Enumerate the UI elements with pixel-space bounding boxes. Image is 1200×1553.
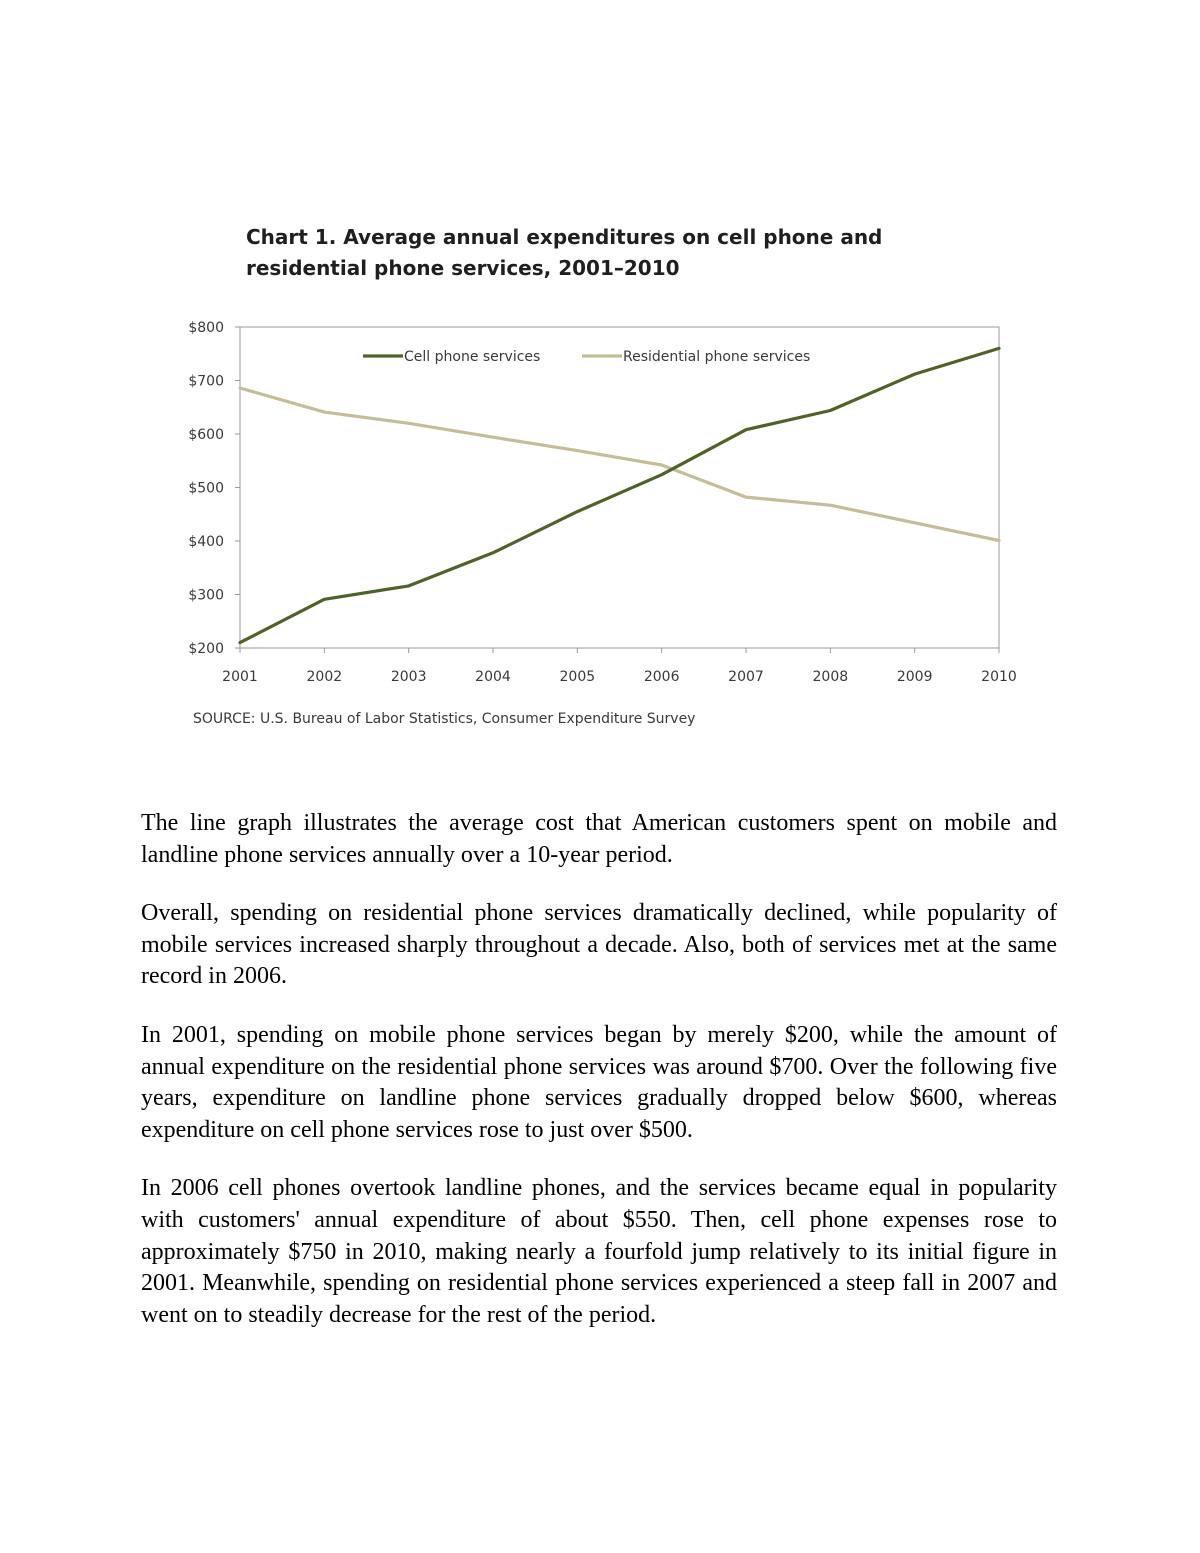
- x-tick-label: 2010: [981, 669, 1017, 685]
- x-tick-label: 2004: [475, 669, 511, 685]
- y-tick-label: $400: [188, 534, 224, 550]
- essay-paragraph-overview: Overall, spending on residential phone services dramatically declined, while popularity of mobile services increased sharply throughout a decade. Also, both of services met at the same record in 2006.: [141, 900, 1057, 990]
- y-tick-label: $200: [188, 641, 224, 657]
- x-tick-label: 2009: [896, 669, 933, 685]
- series-line-cell-phone: [240, 348, 999, 642]
- legend-label: Residential phone services: [623, 349, 811, 365]
- chart-title: Chart 1. Average annual expenditures on cell phone and residential phone services, 2001–2010: [246, 225, 883, 280]
- y-tick-label: $600: [188, 427, 224, 443]
- y-tick-label: $700: [188, 373, 224, 390]
- legend-label: Cell phone services: [404, 349, 541, 365]
- x-tick-label: 2006: [643, 669, 680, 685]
- essay-paragraph-body-1: In 2001, spending on mobile phone services began by merely $200, while the amount of annual expenditure on the residential phone services was around $700. Over the following five years, expenditure on landline phone services gradually dropped below $600, whereas expenditure on cell phone services rose to just over $500.: [141, 1021, 1057, 1143]
- x-axis: [222, 648, 1017, 685]
- y-tick-label: $500: [188, 480, 224, 497]
- y-tick-label: $300: [188, 587, 224, 604]
- essay-text: [141, 808, 1057, 1358]
- y-axis: [188, 320, 240, 657]
- x-tick-label: 2002: [306, 669, 343, 685]
- series-line-residential: [240, 388, 999, 541]
- x-tick-label: 2007: [728, 669, 764, 685]
- x-tick-label: 2008: [812, 669, 849, 685]
- essay-paragraph-body-2: In 2006 cell phones overtook landline phones, and the services became equal in popularity with customers' annual expenditure of about $550. Then, cell phone expenses rose to approximately $750 in 2010, making nearly a fourfold jump relatively to its initial figure in 2001. Meanwhile, spending on residential phone services experienced a steep fall in 2007 and went on to steadily decrease for the rest of the period.: [141, 1175, 1057, 1328]
- plot-area: [240, 327, 999, 648]
- line-chart: [160, 310, 1040, 700]
- x-tick-label: 2005: [559, 669, 596, 685]
- legend: [363, 349, 810, 365]
- y-tick-label: $800: [188, 320, 224, 336]
- x-tick-label: 2001: [222, 669, 258, 685]
- x-tick-label: 2003: [390, 669, 427, 685]
- essay-paragraph-intro: The line graph illustrates the average cost that American customers spent on mobile and landline phone services annually over a 10-year period.: [141, 810, 1057, 868]
- chart-source-note: SOURCE: U.S. Bureau of Labor Statistics, Consumer Expenditure Survey: [193, 711, 696, 727]
- series-lines: [240, 348, 999, 642]
